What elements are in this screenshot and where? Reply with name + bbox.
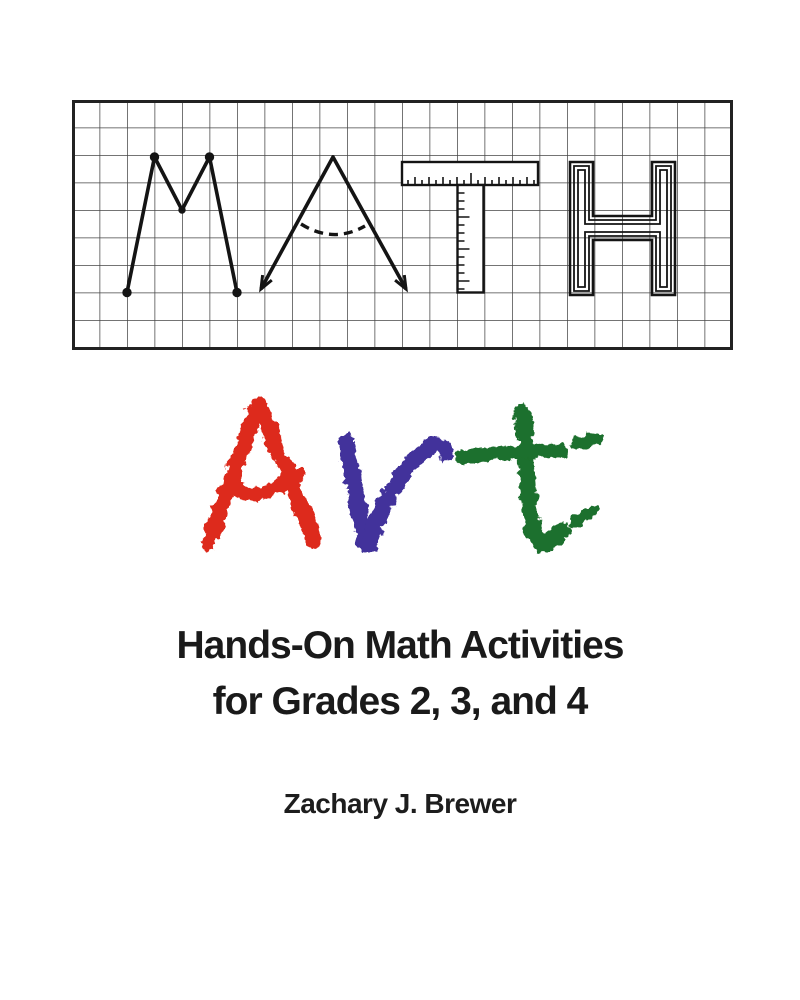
crayon-letter-a (208, 404, 315, 543)
art-crayon-word (0, 385, 800, 580)
author-name: Zachary J. Brewer (283, 788, 517, 819)
graph-paper-grid (72, 100, 733, 350)
data-point (150, 153, 158, 161)
crayon-letter-r (347, 443, 446, 545)
data-point (179, 207, 185, 213)
data-point (205, 153, 213, 161)
book-title (0, 618, 800, 730)
crayon-stroke (576, 511, 592, 522)
crayon-stroke (462, 451, 562, 458)
crayon-stroke (368, 444, 446, 545)
book-title-line-1: Hands-On Math Activities (176, 624, 624, 667)
book-title-line-2: for Grades 2, 3, and 4 (212, 680, 588, 723)
crayon-letter-t (462, 412, 597, 543)
data-point (233, 288, 241, 296)
data-point (123, 288, 131, 296)
math-grid-banner (72, 100, 733, 350)
crayon-stroke (576, 439, 597, 444)
crayon-stroke (523, 412, 563, 543)
